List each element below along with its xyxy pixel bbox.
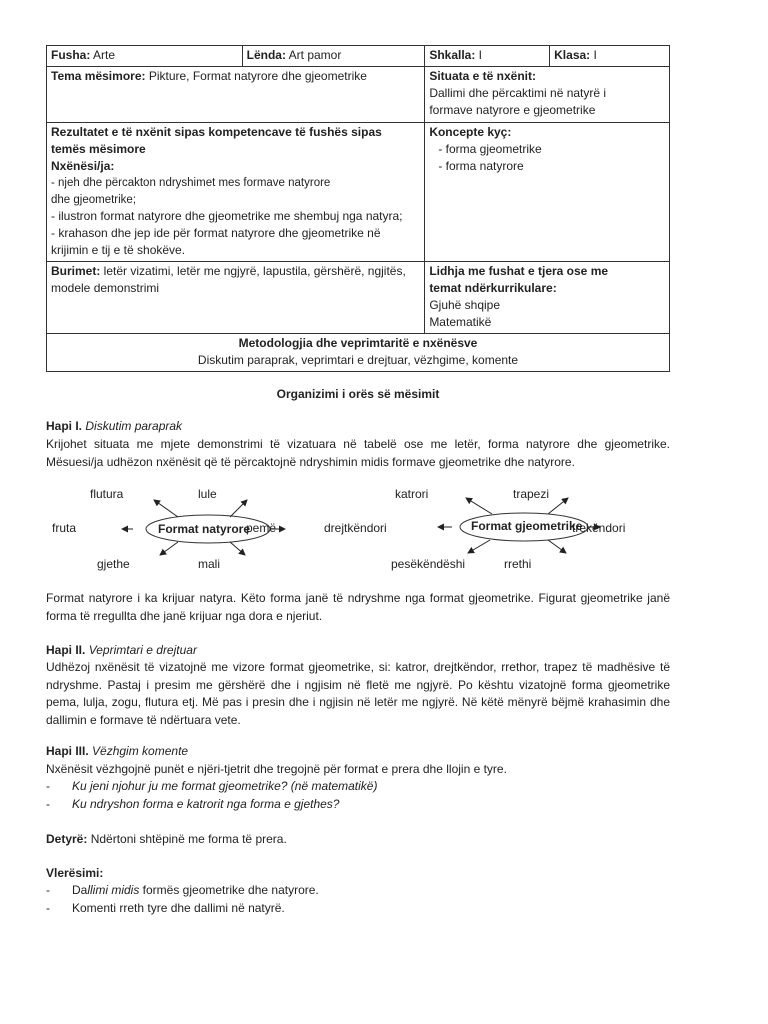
natyrore-center-label: Format natyrore bbox=[158, 522, 251, 536]
label-gjethe: gjethe bbox=[97, 557, 130, 571]
label-rrethi: rrethi bbox=[504, 557, 532, 571]
hapi3-heading: Hapi III. Vëzhgim komente bbox=[46, 744, 189, 758]
shkalla-cell: Shkalla: I bbox=[425, 46, 550, 67]
format-paragraph: Format natyrore i ka krijuar natyra. Këto forma janë të ndryshme nga format gjeometrike. Figurat gjeometrike janë forma të rregullta dhe janë krijuar nga dora e njeriut. bbox=[46, 591, 670, 623]
rezultatet-cell: Rezultatet e të nxënit sipas kompetencave të fushës sipas temës mësimore Nxënësi/ja: - njeh dhe përcakton ndryshimet mes formave natyrore dhe gjeometrike; - ilustron format natyrore dhe gjeometrike me shembuj nga natyra; - krahason dhe jep ide për format natyrore dhe gjeometrike në krijimin e tij e të shokëve. bbox=[47, 123, 425, 262]
arrow bbox=[468, 540, 490, 553]
label-pesekendeshi: pesëkëndëshi bbox=[391, 557, 466, 571]
fusha-cell: Fusha: Arte bbox=[47, 46, 243, 67]
list-item: - Komenti rreth tyre dhe dallimi në natyrë. bbox=[46, 901, 285, 915]
label-katrori: katrori bbox=[395, 487, 429, 501]
lidhja-cell: Lidhja me fushat e tjera ose me temat ndërkurrikulare: Gjuhë shqipe Matematikë bbox=[425, 262, 670, 334]
arrow bbox=[230, 542, 245, 555]
label-lule: lule bbox=[198, 487, 217, 501]
arrow bbox=[230, 500, 247, 517]
organizimi-title: Organizimi i orës së mësimit bbox=[276, 387, 440, 401]
gjeometrike-center-label: Format gjeometrike bbox=[471, 519, 583, 533]
label-mali: mali bbox=[198, 557, 221, 571]
label-peme: pemë bbox=[246, 521, 277, 535]
situata-cell: Situata e të nxënit: Dallimi dhe përcaktimi në natyrë i formave natyrore e gjeometrike bbox=[425, 67, 670, 123]
list-item: - Ku ndryshon forma e katrorit nga forma e gjethes? bbox=[46, 797, 340, 811]
hapi1-text: Krijohet situata me mjete demonstrimi të vizatuara në tabelë ose me letër, forma natyrore dhe gjeometrike. Mësuesi/ja udhëzon nxënësit që të përcaktojnë ndryshimin midis formave gjeometrike dhe natyrore. bbox=[46, 437, 670, 469]
arrow bbox=[154, 500, 178, 517]
vleresimi-heading: Vlerësimi: bbox=[46, 866, 104, 880]
list-item: - Dallimi midis formës gjeometrike dhe natyrore. bbox=[46, 883, 319, 897]
label-drejtkendori: drejtkëndori bbox=[324, 521, 387, 535]
hapi3-text: Nxënësit vëzhgojnë punët e njëri-tjetrit dhe tregojnë për format e prera dhe llojin e tyre. bbox=[46, 762, 507, 776]
hapi1-heading: Hapi I. Diskutim paraprak bbox=[46, 419, 183, 433]
label-flutura: flutura bbox=[90, 487, 124, 501]
tema-cell: Tema mësimore: Pikture, Format natyrore dhe gjeometrike bbox=[47, 67, 425, 123]
label-trekendori: trekëndori bbox=[572, 521, 626, 535]
arrow bbox=[160, 542, 178, 555]
lenda-cell: Lënda: Art pamor bbox=[242, 46, 425, 67]
arrow bbox=[466, 498, 492, 514]
klasa-cell: Klasa: I bbox=[550, 46, 670, 67]
hapi2-text: Udhëzoj nxënësit të vizatojnë me vizore format gjeometrike, si: katror, drejtkëndor, rrethor, trapez të madhësive të ndryshme. Pastaj i presim me gërshërë dhe i ngjisim në fletë me ngjyrë. Po kështu vizatojnë forma gjeometrike pema, lulja, zogu, flutura etj. Më pas i presin dhe i ngjisin në letër me ngjyrë. Në këtë mënyrë bëjmë krahasimin dhe dallimin e formave të ndërtuara vete. bbox=[46, 660, 670, 727]
hapi2-heading: Hapi II. Veprimtari e drejtuar bbox=[46, 643, 197, 657]
detyre-line: Detyrë: Ndërtoni shtëpinë me forma të prera. bbox=[46, 832, 287, 846]
arrow bbox=[548, 540, 566, 553]
koncepte-cell: Koncepte kyç: - forma gjeometrike - forma natyrore bbox=[425, 123, 670, 262]
burimet-cell: Burimet: letër vizatimi, letër me ngjyrë, lapustila, gërshërë, ngjitës, modele demonstrimi bbox=[47, 262, 425, 334]
list-item: - Ku jeni njohur ju me format gjeometrike? (në matematikë) bbox=[46, 779, 378, 793]
label-fruta: fruta bbox=[52, 521, 77, 535]
label-trapezi: trapezi bbox=[513, 487, 550, 501]
arrow bbox=[548, 498, 568, 514]
metodologjia-cell: Metodologjia dhe veprimtaritë e nxënësve Diskutim paraprak, veprimtari e drejtuar, vëzhgime, komente bbox=[47, 334, 670, 372]
